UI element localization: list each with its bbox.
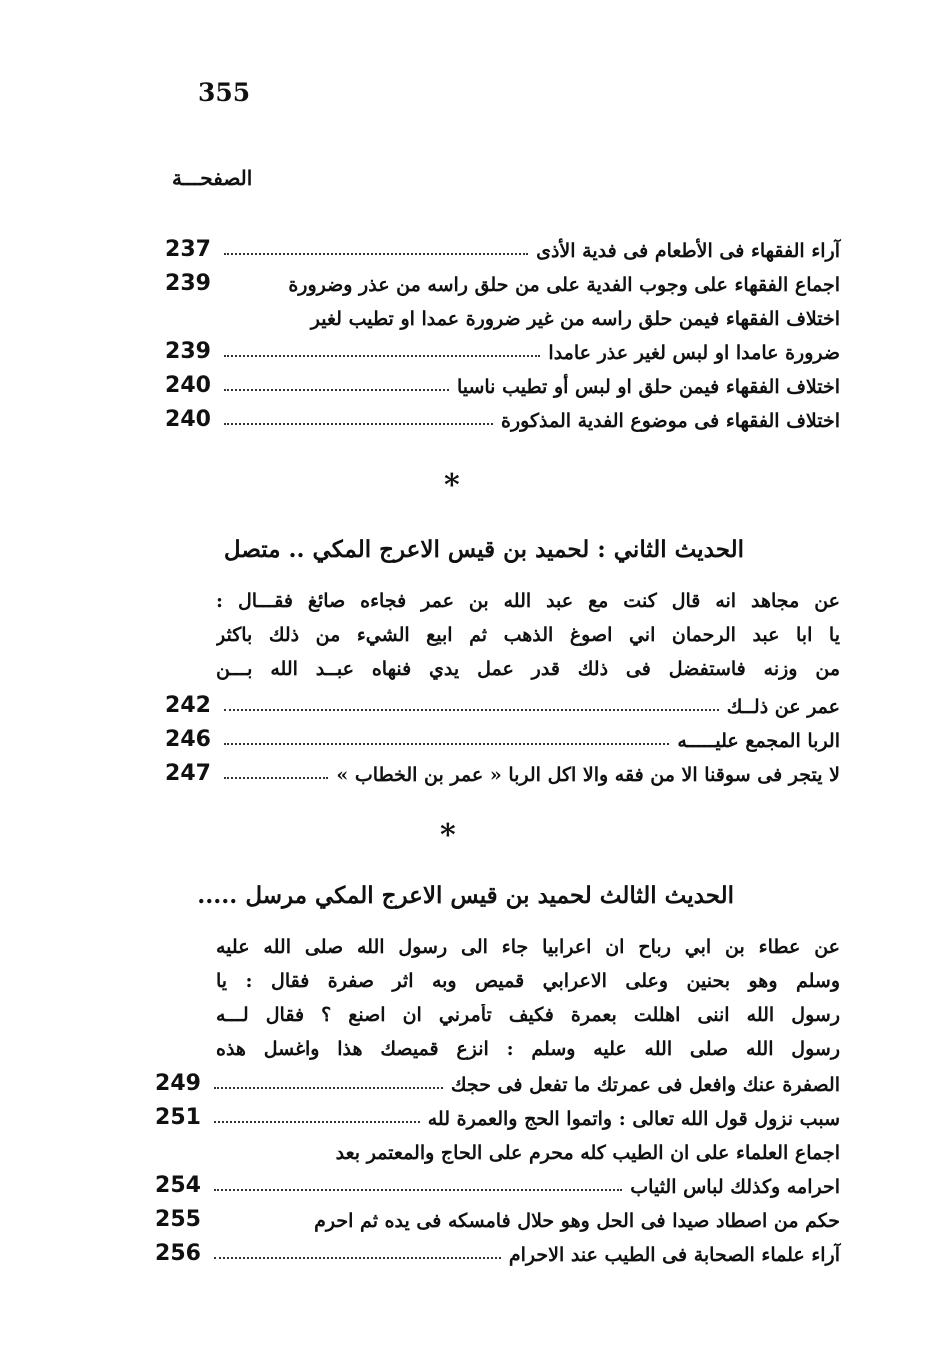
leader-dots <box>224 423 493 425</box>
section-heading: الحديث الثالث لحميد بن قيس الاعرج المكي مرسل ..... <box>197 882 734 909</box>
toc-entry-text: الربا المجمع عليـــــه <box>677 730 840 752</box>
toc-row <box>160 296 840 330</box>
leader-dots <box>224 777 328 779</box>
toc-entry-text: لا يتجر فى سوقنا الا من فقه والا اكل الربا « عمر بن الخطاب » <box>336 764 840 786</box>
toc-page-number: 251 <box>155 1105 201 1130</box>
hadith-text-line: يا ابا عبد الرحمان اني اصوغ الذهب ثم ابيع الشيء من ذلك باكثر <box>216 624 840 646</box>
toc-row <box>160 262 840 296</box>
toc-row <box>160 752 840 786</box>
hadith-text-line: وسلم وهو بحنين وعلى الاعرابي قميص وبه اثر صفرة فقال : يا <box>216 970 840 992</box>
section-heading: الحديث الثاني : لحميد بن قيس الاعرج المكي .. متصل <box>223 536 744 563</box>
hadith-text-line: رسول الله اننى اهللت بعمرة فكيف تأمرني ان اصنع ؟ فقال لـــه <box>216 1004 840 1026</box>
leader-dots <box>224 253 528 255</box>
leader-dots <box>224 709 719 711</box>
toc-entry-text: آراء علماء الصحابة فى الطيب عند الاحرام <box>508 1244 840 1266</box>
toc-page-number: 240 <box>165 407 211 432</box>
toc-row <box>150 1164 840 1198</box>
toc-row <box>160 684 840 718</box>
toc-page-number: 247 <box>165 761 211 786</box>
toc-page-number: 242 <box>165 693 211 718</box>
toc-row <box>150 1130 840 1164</box>
toc-page-number: 240 <box>165 373 211 398</box>
toc-entry-text: اجماع العلماء على ان الطيب كله محرم على الحاج والمعتمر بعد <box>335 1142 840 1164</box>
leader-dots <box>224 355 540 357</box>
page-column-label: الصفحـــة <box>172 166 253 190</box>
toc-row <box>160 228 840 262</box>
toc-page-number: 237 <box>165 237 211 262</box>
section-separator-star: * <box>444 468 460 503</box>
hadith-text-line: عن عطاء بن ابي رباح ان اعرابيا جاء الى رسول الله صلى الله عليه <box>216 936 840 958</box>
toc-entry-text: حكم من اصطاد صيدا فى الحل وهو حلال فامسكه فى يده ثم احرم <box>314 1210 840 1232</box>
toc-entry-text: آراء الفقهاء فى الأطعام فى فدية الأذى <box>536 240 840 262</box>
leader-dots <box>224 389 449 391</box>
leader-dots <box>214 1189 622 1191</box>
page-number: 355 <box>198 78 251 107</box>
toc-entry-text: اجماع الفقهاء على وجوب الفدية على من حلق راسه من عذر وضرورة <box>288 274 840 296</box>
section-separator-star: * <box>440 818 456 853</box>
toc-entry-text: الصفرة عنك وافعل فى عمرتك ما تفعل فى حجك <box>450 1074 840 1096</box>
toc-entry-text: ضرورة عامدا او لبس لغير عذر عامدا <box>548 342 840 364</box>
toc-row <box>150 1232 840 1266</box>
toc-page-number: 246 <box>165 727 211 752</box>
hadith-text-line: رسول الله صلى الله عليه وسلم : انزع قميصك هذا واغسل هذه <box>216 1038 840 1060</box>
leader-dots <box>214 1087 443 1089</box>
toc-entry-text: اختلاف الفقهاء فيمن حلق او لبس أو تطيب ناسيا <box>456 376 840 398</box>
toc-entry-text: اختلاف الفقهاء فى موضوع الفدية المذكورة <box>501 410 840 432</box>
toc-row <box>160 398 840 432</box>
toc-row <box>160 718 840 752</box>
toc-row <box>160 364 840 398</box>
toc-row <box>150 1096 840 1130</box>
hadith-text-line: من وزنه فاستفضل فى ذلك قدر عمل يدي فنهاه عبــد الله بـــن <box>216 658 840 680</box>
toc-page-number: 239 <box>165 271 211 296</box>
toc-row <box>160 330 840 364</box>
toc-page-number: 254 <box>155 1173 201 1198</box>
toc-entry-text: عمر عن ذلــك <box>726 696 840 718</box>
toc-entry-text: سبب نزول قول الله تعالى : واتموا الحج والعمرة لله <box>427 1108 840 1130</box>
toc-page-number: 256 <box>155 1241 201 1266</box>
toc-row <box>150 1198 840 1232</box>
leader-dots <box>224 743 669 745</box>
toc-entry-text: احرامه وكذلك لباس الثياب <box>630 1176 840 1198</box>
leader-dots <box>214 1121 420 1123</box>
toc-page-number: 255 <box>155 1207 201 1232</box>
leader-dots <box>214 1257 501 1259</box>
toc-page-number: 249 <box>155 1071 201 1096</box>
toc-page-number: 239 <box>165 339 211 364</box>
hadith-text-line: عن مجاهد انه قال كنت مع عبد الله بن عمر فجاءه صائغ فقـــال : <box>216 590 840 612</box>
toc-entry-text: اختلاف الفقهاء فيمن حلق راسه من غير ضرورة عمدا او تطيب لغير <box>310 308 840 330</box>
toc-row <box>150 1062 840 1096</box>
